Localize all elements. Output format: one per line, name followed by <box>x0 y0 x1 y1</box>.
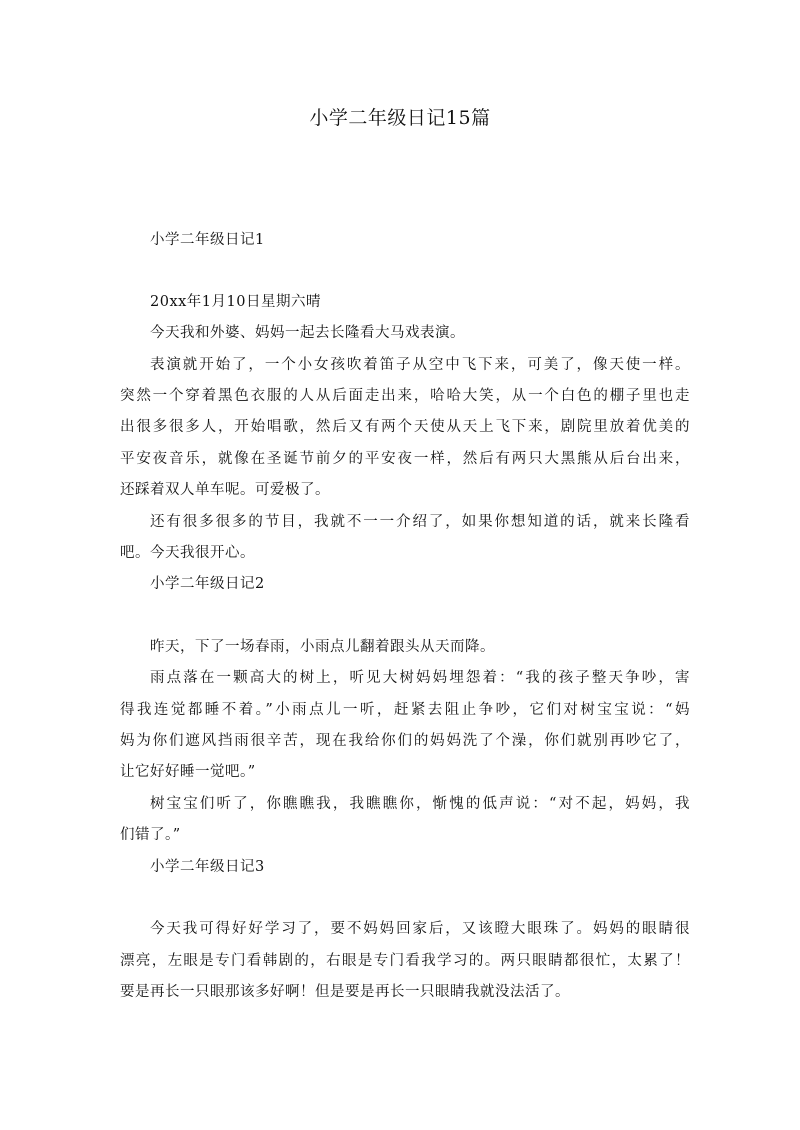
paragraph-line: 今天我可得好好学习了，要不妈妈回家后，又该瞪大眼珠了。妈妈的眼睛很 <box>150 921 690 937</box>
paragraph-line: 让它好好睡一觉吧。” <box>120 764 256 780</box>
paragraph-line: 漂亮，左眼是专门看韩剧的，右眼是专门看我学习的。两只眼睛都很忙，太累了！ <box>120 953 690 969</box>
paragraph-line: 昨天，下了一场春雨，小雨点儿翻着跟头从天而降。 <box>150 639 495 655</box>
paragraph-line: 平安夜音乐，就像在圣诞节前夕的平安夜一样，然后有两只大黑熊从后台出来， <box>120 451 690 467</box>
paragraph-line: 今天我和外婆、妈妈一起去长隆看大马戏表演。 <box>150 325 465 341</box>
heading-diary-3: 小学二年级日记3 <box>150 859 265 875</box>
paragraph-line: 表演就开始了，一个小女孩吹着笛子从空中飞下来，可美了，像天使一样。 <box>150 357 690 373</box>
paragraph-line: 要是再长一只眼那该多好啊！但是要是再长一只眼睛我就没法活了。 <box>120 984 570 1000</box>
paragraph-line: 得我连觉都睡不着。”小雨点儿一听，赶紧去阻止争吵，它们对树宝宝说：“妈 <box>120 702 690 718</box>
paragraph-line: 吧。今天我很开心。 <box>120 545 255 561</box>
paragraph-line: 树宝宝们听了，你瞧瞧我，我瞧瞧你，惭愧的低声说：“对不起，妈妈，我 <box>150 796 690 812</box>
paragraph-line: 还有很多很多的节目，我就不一一介绍了，如果你想知道的话，就来长隆看 <box>150 514 690 530</box>
paragraph-line: 突然一个穿着黑色衣服的人从后面走出来，哈哈大笑，从一个白色的棚子里也走 <box>120 388 690 404</box>
paragraph-line: 还踩着双人单车呢。可爱极了。 <box>120 482 330 498</box>
heading-diary-1: 小学二年级日记1 <box>150 232 265 248</box>
paragraph-line: 们错了。” <box>120 827 181 843</box>
paragraph-line: 出很多很多人，开始唱歌，然后又有两个天使从天上飞下来，剧院里放着优美的 <box>120 419 690 435</box>
heading-diary-2: 小学二年级日记2 <box>150 576 265 592</box>
paragraph-line: 雨点落在一颗高大的树上，听见大树妈妈埋怨着：“我的孩子整天争吵，害 <box>150 670 690 686</box>
document-title: 小学二年级日记15篇 <box>309 107 491 129</box>
date-line: 20xx年1月10日星期六晴 <box>150 294 321 310</box>
paragraph-line: 妈为你们遮风挡雨很辛苦，现在我给你们的妈妈洗了个澡，你们就别再吵它了， <box>120 733 690 749</box>
